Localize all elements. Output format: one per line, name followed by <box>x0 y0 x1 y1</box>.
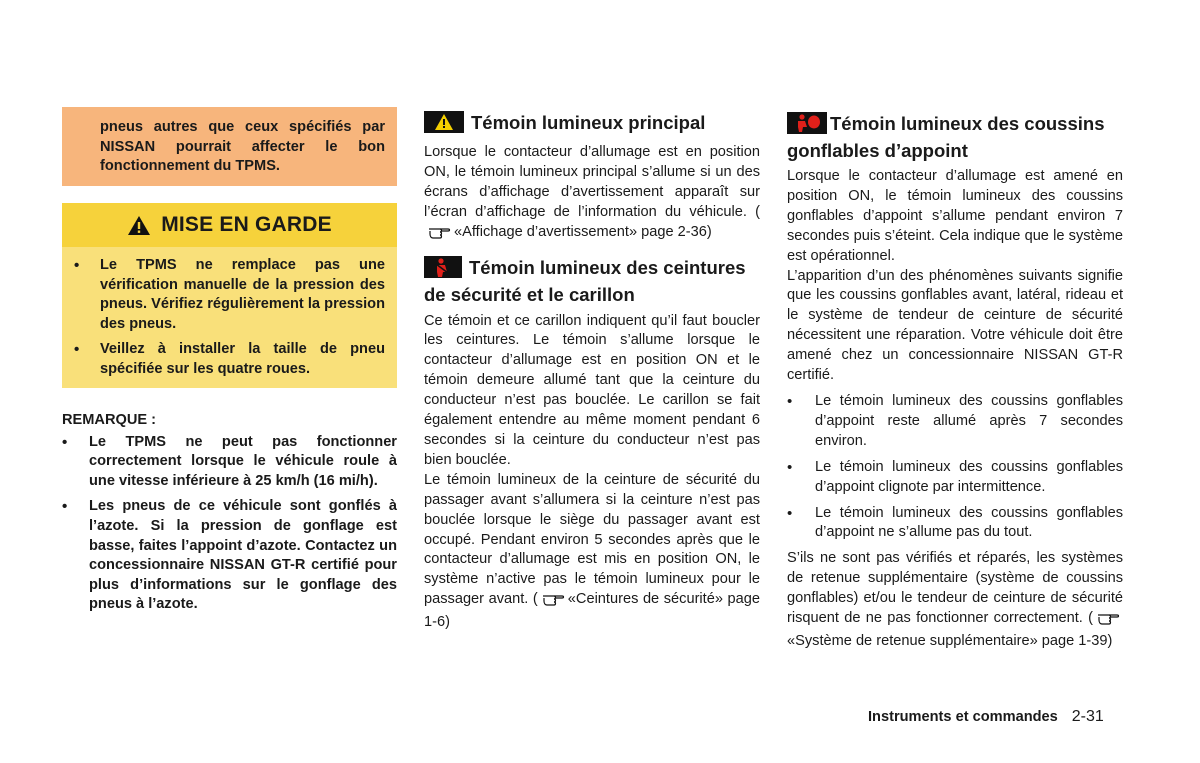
continued-warning-text: pneus autres que ceux spécifiés par NISSAN pourrait affecter le bon fonctionnement du TPMS. <box>100 119 385 175</box>
list-item <box>787 458 1123 498</box>
page-footer <box>868 708 1104 726</box>
note-section <box>62 411 397 621</box>
paragraph-text: Le témoin lumineux de la ceinture de sécurité du passager avant s’allumera si la ceinture n’est pas bouclée lorsque le siège du passager avant est occupé. Pendant environ 5 secondes après que le contacteur d’allumage est mis en position ON, le système n’active pas le témoin lumineux pour le passager avant. ( <box>424 471 760 608</box>
list-item <box>787 392 1123 452</box>
list-item-text: Le témoin lumineux des coussins gonflables d’appoint reste allumé après 7 secondes environ. <box>815 392 1123 449</box>
master-warning-icon <box>424 111 464 138</box>
bullet-icon: • <box>787 458 793 476</box>
paragraph-text: S’ils ne sont pas vérifiés et réparés, les systèmes de retenue supplémentaire (système de coussins gonflables) et/ou le tendeur de ceinture de sécurité risquent de ne pas fonctionner correctement. ( <box>787 550 1123 627</box>
paragraph: Ce témoin et ce carillon indiquent qu’il faut boucler les ceintures. Le témoin s’allume lorsque le contacteur d’allumage est en position ON et le témoin demeure allumé tant que la ceinture du conducteur n’est pas bouclée. Le carillon se fait également entendre au même moment pendant 6 secondes si la ceinture du conducteur n’est pas bien bouclée. <box>424 312 760 468</box>
note-item-text: Les pneus de ce véhicule sont gonflés à l’azote. Si la pression de gonflage est basse, faites l’appoint d’azote. Contactez un concessionnaire NISSAN GT-R certifié pour plus d’informations sur le gonflage des pneus à l’azote. <box>89 498 397 613</box>
paragraph-text: «Ceintures de sécurité» page 1-6) <box>424 591 760 631</box>
paragraph-text: Lorsque le contacteur d’allumage est en position ON, le témoin lumineux principal s’allume si un des écrans d’affichage d’avertissement apparaît sur l’écran d’affichage de l’information du véhicule. ( <box>424 144 760 220</box>
caution-box <box>62 203 397 388</box>
bullet-icon: • <box>787 392 793 410</box>
section-title-text: Témoin lumineux des ceintures de sécurité et le carillon <box>424 256 746 305</box>
list-item-text: Le témoin lumineux des coussins gonflables d’appoint ne s’allume pas du tout. <box>815 504 1123 541</box>
caution-item <box>74 340 385 379</box>
seatbelt-warning-title <box>424 256 760 306</box>
middle-column <box>424 111 760 633</box>
note-title: REMARQUE : <box>62 412 157 428</box>
paragraph-text: «Système de retenue supplémentaire» page 1-39) <box>787 632 1113 649</box>
caution-item-text: Le TPMS ne remplace pas une vérification manuelle de la pression des pneus. Vérifiez régulièrement la pression des pneus. <box>100 257 385 332</box>
master-warning-title <box>424 111 760 138</box>
caution-list <box>62 247 397 380</box>
section-title-text: Témoin lumineux des coussins gonflables d’appoint <box>787 113 1105 161</box>
footer-section-title: Instruments et commandes <box>868 709 1058 725</box>
bullet-icon: • <box>74 341 80 359</box>
airbag-symptom-list <box>787 392 1123 543</box>
list-item <box>787 504 1123 544</box>
paragraph <box>424 471 760 633</box>
reference-hand-icon <box>541 590 565 613</box>
bullet-icon: • <box>62 498 68 516</box>
paragraph <box>787 549 1123 652</box>
seatbelt-warning-icon <box>424 256 462 283</box>
airbag-warning-title <box>787 112 1123 162</box>
caution-header <box>62 203 397 247</box>
list-item-text: Le témoin lumineux des coussins gonflables d’appoint clignote par intermittence. <box>815 458 1123 495</box>
paragraph-text: «Affichage d’avertissement» page 2-36) <box>454 223 712 240</box>
note-list <box>62 433 397 615</box>
continued-warning-box <box>62 107 397 186</box>
paragraph: L’apparition d’un des phénomènes suivants signifie que les coussins gonflables avant, latéral, rideau et le système de tendeur de ceinture de sécurité nécessitent une réparation. Votre véhicule doit être amené chez un concessionnaire NISSAN GT-R certifié. <box>787 267 1123 384</box>
paragraph <box>424 143 760 246</box>
bullet-icon: • <box>62 433 68 451</box>
note-item <box>62 497 397 615</box>
paragraph: Lorsque le contacteur d’allumage est amené en position ON, le témoin lumineux des coussins gonflables d’appoint s’allume pendant environ 7 secondes puis s’éteint. Cela indique que le système est opérationnel. <box>787 168 1123 264</box>
bullet-icon: • <box>74 257 80 274</box>
page-number: 2-31 <box>1071 708 1104 725</box>
caution-title: MISE EN GARDE <box>161 213 332 236</box>
section-title-text: Témoin lumineux principal <box>471 112 706 133</box>
caution-item-text: Veillez à installer la taille de pneu spécifiée sur les quatre roues. <box>100 341 385 377</box>
reference-hand-icon <box>1096 609 1120 632</box>
bullet-icon: • <box>787 504 793 522</box>
caution-item <box>74 256 385 334</box>
note-item-text: Le TPMS ne peut pas fonctionner correctement lorsque le véhicule roule à une vitesse inférieure à 25 km/h (16 mi/h). <box>89 433 397 489</box>
warning-triangle-icon <box>127 215 151 236</box>
right-column <box>787 112 1123 652</box>
reference-hand-icon <box>427 223 451 246</box>
note-item <box>62 433 397 492</box>
airbag-warning-icon <box>787 112 827 139</box>
